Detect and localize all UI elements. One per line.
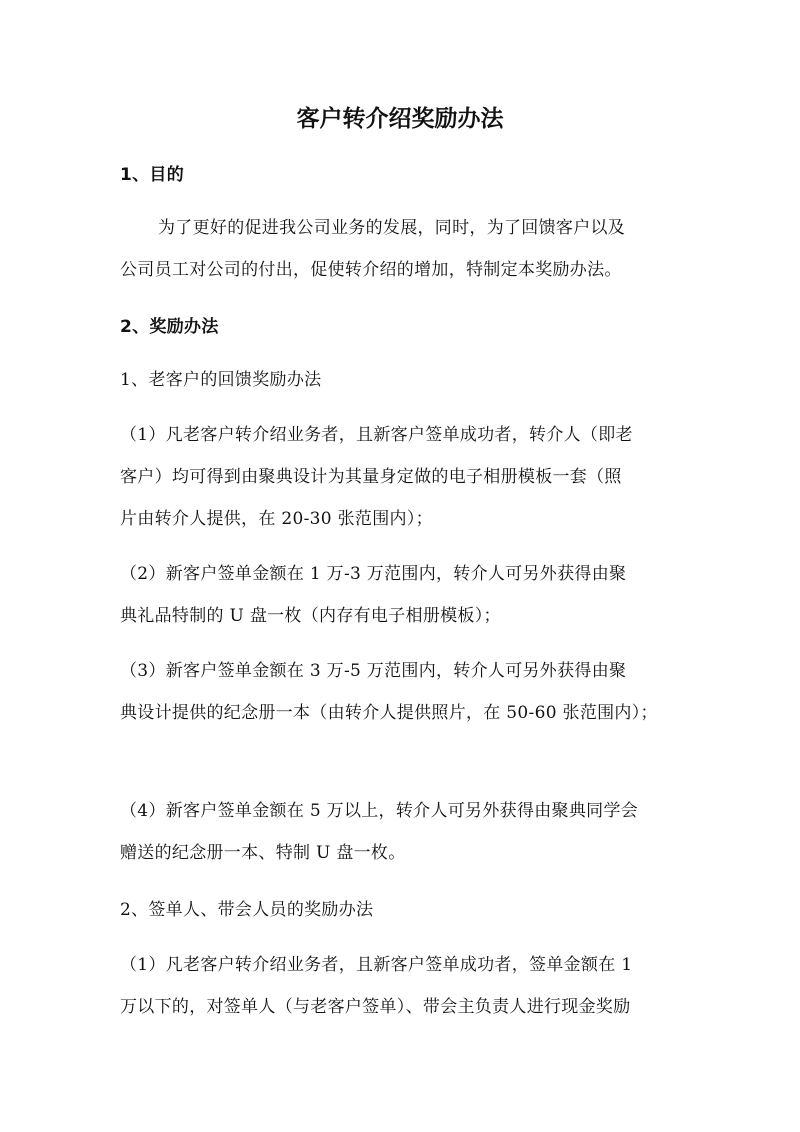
paragraph-line: 为了更好的促进我公司业务的发展，同时，为了回馈客户以及 — [158, 218, 626, 238]
paragraph-line: 典设计提供的纪念册一本（由转介人提供照片，在 50-60 张范围内）； — [120, 703, 658, 723]
paragraph-line: 客户）均可得到由聚典设计为其量身定做的电子相册模板一套（照 — [120, 467, 622, 487]
paragraph-line: （1）凡老客户转介绍业务者，且新客户签单成功者，转介人（即老 — [120, 425, 633, 445]
subsection-heading-old-customer: 1、老客户的回馈奖励办法 — [120, 370, 322, 390]
section-heading-purpose: 1、目的 — [120, 165, 185, 185]
paragraph-line: 万以下的，对签单人（与老客户签单）、带会主负责人进行现金奖励 — [120, 997, 631, 1017]
section-heading-reward-method: 2、奖励办法 — [120, 317, 219, 337]
paragraph-line: 赠送的纪念册一本、特制 U 盘一枚。 — [120, 843, 406, 863]
paragraph-line: 公司员工对公司的付出，促使转介绍的增加，特制定本奖励办法。 — [120, 260, 622, 280]
paragraph-line: （1）凡老客户转介绍业务者，且新客户签单成功者，签单金额在 1 — [120, 955, 633, 975]
paragraph-line: （2）新客户签单金额在 1 万-3 万范围内，转介人可另外获得由聚 — [120, 564, 627, 584]
subsection-heading-signer-reward: 2、签单人、带会人员的奖励办法 — [120, 900, 374, 920]
paragraph-line: （3）新客户签单金额在 3 万-5 万范围内，转介人可另外获得由聚 — [120, 661, 627, 681]
paragraph-line: 片由转介人提供，在 20-30 张范围内）； — [120, 509, 433, 529]
paragraph-line: （4）新客户签单金额在 5 万以上，转介人可另外获得由聚典同学会 — [120, 801, 639, 821]
paragraph-line: 典礼品特制的 U 盘一枚（内存有电子相册模板）； — [120, 606, 501, 626]
document-title: 客户转介绍奖励办法 — [296, 106, 504, 132]
